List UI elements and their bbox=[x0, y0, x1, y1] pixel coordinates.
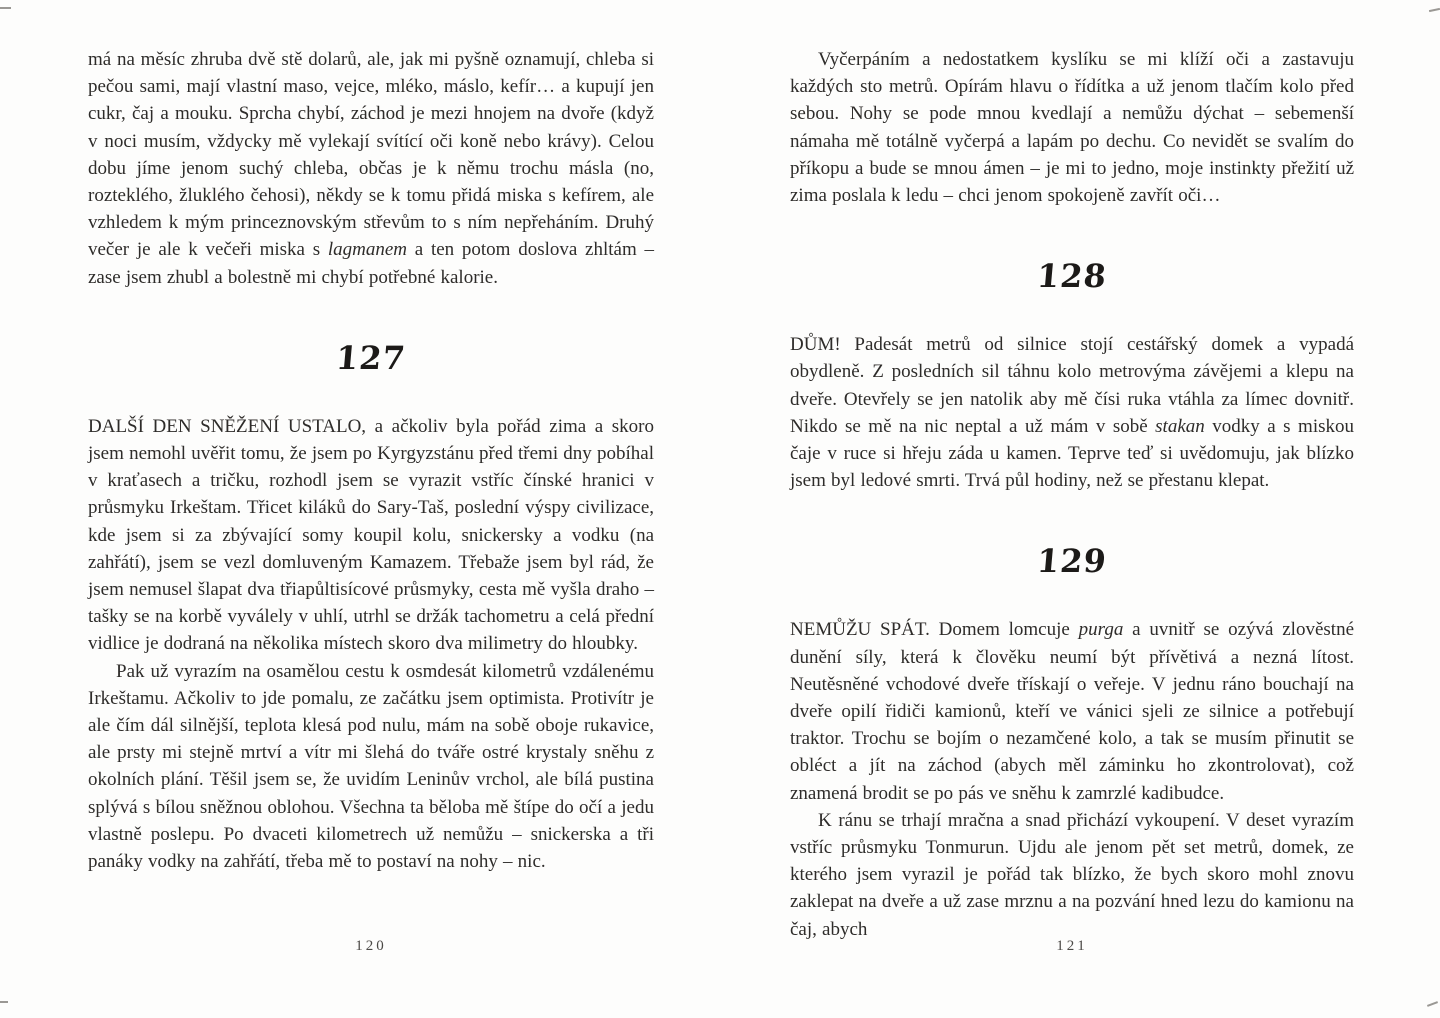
text-run: a ten potom doslova zhltám – zase jsem zhubl a bolestně mi chybí potřebné kalorie. bbox=[88, 239, 654, 288]
italic-term: purga bbox=[1078, 619, 1124, 641]
page-number-left: 120 bbox=[355, 938, 387, 954]
text-run: Vyčerpáním a nedostatkem kyslíku se mi klíží oči a zastavuju každých sto metrů. Opírám hlavu o řídítka a už jenom tlačím kolo před sebou. Nohy se pode mnou kvedlají a nemůžu dýchat – sebemenší námaha mě totálně vyčerpá a lapám po dechu. Co nevidět se svalím do příkopu a bude se mnou ámen – je mi to jedno, moje instinkty přežití už zima poslala k ledu – chci jenom spokojeně zavřít oči… bbox=[790, 49, 1354, 207]
paragraph bbox=[790, 807, 1354, 943]
paragraph bbox=[790, 331, 1354, 494]
paragraph bbox=[88, 658, 654, 876]
paragraph bbox=[88, 46, 654, 291]
page-right-text-column bbox=[790, 46, 1354, 943]
text-run: DŮM! Padesát metrů od silnice stojí cestářský domek a vypadá obydleně. Z posledních sil táhnu kolo metrovýma závějemi a klepu na dveře. Otevřely se jen natolik aby mě čísi ruka vtáhla za límec dovnitř. Nikdo se mě na nic neptal a už mám v sobě bbox=[790, 334, 1354, 437]
paragraph bbox=[790, 616, 1354, 806]
text-run: Pak už vyrazím na osamělou cestu k osmdesát kilometrů vzdálenému Irkeštamu. Ačkoliv to jde pomalu, ze začátku jsem optimista. Protivítr je ale čím dál silnější, teplota klesá pod nulu, mám na sobě oboje rukavice, ale prsty mi stejně mrtví a vítr mi šlehá do tváře ostré krystaly sněhu z okolních plání. Těšil jsem se, že uvidím Leninův vrchol, ale bílá pustina splývá s bílou sněžnou oblohou. Všechna ta běloba mě štípe do očí a jedu vlastně poslepu. Po dvaceti kilometrech už nemůžu – snickerska a tři panáky vodky na zahřátí, třeba mě to postaví na nohy – nic. bbox=[88, 660, 654, 873]
text-run: K ránu se trhají mračna a snad přichází vykoupení. V deset vyrazím vstříc průsmyku Tonmurun. Ujdu ale jenom pět set metrů, domek, ze kterého jsem vyrazil je pořád tak blízko, že bych skoro mohl znovu zaklepat na dveře a už zase mrznu a na pozvání hned lezu do kamionu na čaj, abych bbox=[790, 809, 1354, 940]
crop-mark-bottom-left bbox=[0, 1001, 8, 1003]
paragraph bbox=[88, 413, 654, 658]
crop-mark-top-left bbox=[0, 7, 11, 9]
chapter-number-heading: 128 bbox=[1035, 257, 1109, 296]
italic-term: lagmanem bbox=[327, 239, 408, 261]
paragraph bbox=[790, 46, 1354, 209]
text-run: má na měsíc zhruba dvě stě dolarů, ale, jak mi pyšně oznamují, chleba si pečou sami, mají vlastní maso, vejce, mléko, máslo, kefír… a kupují jen cukr, čaj a mouku. Sprcha chybí, záchod je mezi hnojem na dvoře (když v noci musím, vždycky mě vylekají svítící oči koně nebo krávy). Celou dobu jíme jenom suchý chleba, občas je k němu trochu másla (no, rozteklého, žluklého čehosi), někdy se k tomu přidá miska s kefírem, ale vzhledem k mým princeznovským střevům to s ním nepřeháním. Druhý večer je ale k večeři miska s bbox=[88, 49, 654, 261]
text-run: a uvnitř se ozývá zlověstné dunění síly, která k člověku neumí být přívětivá a nezná lítost. Neutěsněné vchodové dveře třískají o veřeje. V jednu ráno bouchají na dveře opilí řidiči kamionů, kteří ve vánici sjeli ze silnice a potřebují traktor. Trochu se bojím o nezamčené kolo, a tak se musím přinutit se obléct a jít na záchod (abych měl záminku ho zkontrolovat), což znamená brodit se po pás ve sněhu k zamrzlé kadibudce. bbox=[790, 619, 1355, 804]
text-run: vodky a s miskou čaje v ruce si hřeju záda u kamen. Teprve teď si uvědomuju, jak blízko jsem byl ledové smrti. Trvá půl hodiny, než se přestanu klepat. bbox=[790, 415, 1354, 492]
chapter-number-heading: 129 bbox=[1035, 542, 1109, 581]
crop-mark-bottom-right bbox=[1427, 1001, 1438, 1007]
page-left-text-column bbox=[88, 46, 654, 875]
chapter-number-heading: 127 bbox=[334, 338, 408, 377]
page-number-right: 121 bbox=[1056, 938, 1088, 954]
text-run: DALŠÍ DEN SNĚŽENÍ USTALO, a ačkoliv byla pořád zima a skoro jsem nemohl uvěřit tomu, že jsem po Kyrgyzstánu před třemi dny pobíhal v kraťasech a tričku, rozhodl jsem se vyrazit vstříc čínské hranici v průsmyku Irkeštam. Třicet kiláků do Sary-Taš, poslední výspy civilizace, kde jsem si za zbývající somy koupil kolu, snickersky a vodku (na zahřátí), jsem se vezl domluveným Kamazem. Třebaže jsem byl rád, že jsem nemusel šlapat dva třiapůltisícové průsmyky, cesta mě vyšla draho – tašky se na korbě vyválely v uhlí, utrhl se držák tachometru a celá přední vidlice je dodraná na několika místech skoro dva milimetry do hloubky. bbox=[88, 415, 654, 655]
crop-mark-top-right bbox=[1429, 8, 1440, 12]
text-run: NEMŮŽU SPÁT. Domem lomcuje bbox=[790, 619, 1079, 641]
italic-term: stakan bbox=[1155, 415, 1205, 437]
